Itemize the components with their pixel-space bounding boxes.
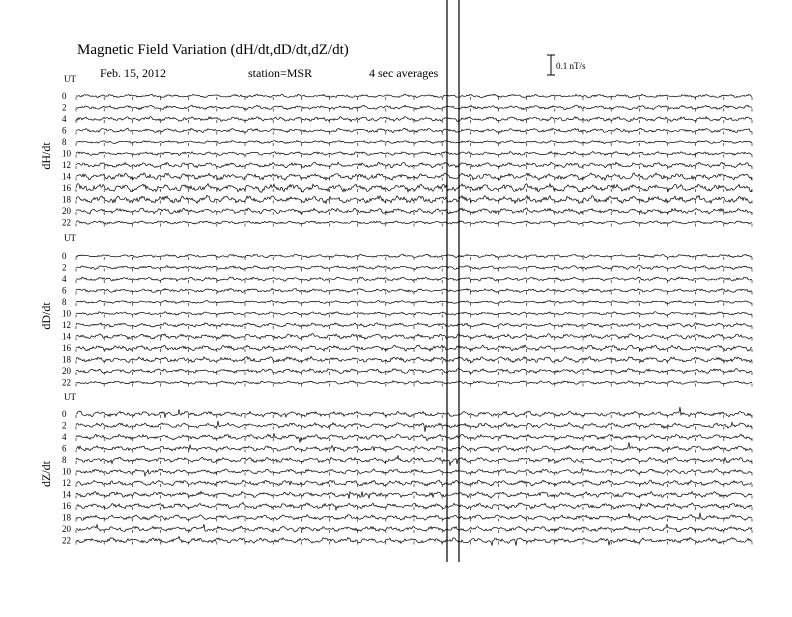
hour-row-label: 14 (62, 171, 71, 182)
hour-row-label: 6 (62, 443, 67, 454)
hour-row-label: 10 (62, 308, 71, 319)
hour-row-label: 4 (62, 274, 67, 284)
panel-dddt (39, 233, 752, 388)
trace-line-2ut (76, 266, 752, 270)
row-ticks (76, 315, 752, 318)
hour-row-label: 10 (62, 148, 71, 159)
hour-row-label: 16 (62, 183, 71, 193)
hour-row-label: 18 (62, 194, 71, 205)
hour-row-label: 0 (62, 409, 67, 419)
row-ticks (76, 303, 752, 306)
hour-row-label: 0 (62, 91, 67, 101)
trace-line-0ut (76, 254, 752, 258)
row-ticks (76, 427, 752, 430)
hour-row-label: 18 (62, 354, 71, 365)
row-ticks (76, 189, 752, 192)
row-ticks (76, 109, 752, 112)
hour-row-label: 2 (62, 102, 67, 113)
ut-axis-label: UT (64, 74, 76, 84)
trace-line-2ut (76, 421, 752, 432)
row-ticks (76, 473, 752, 476)
hour-row-label: 8 (62, 455, 67, 465)
row-ticks (76, 484, 752, 487)
ut-axis-label: UT (64, 392, 76, 402)
row-ticks (76, 450, 752, 453)
trace-line-8ut (76, 141, 752, 144)
row-ticks (76, 155, 752, 158)
hour-row-label: 12 (62, 320, 71, 330)
hour-row-label: 16 (62, 343, 71, 353)
hour-row-label: 6 (62, 125, 67, 136)
panel-dhdt (39, 74, 752, 228)
row-ticks (76, 166, 752, 169)
trace-line-4ut (76, 433, 752, 442)
row-ticks (76, 224, 752, 227)
row-ticks (76, 461, 752, 464)
hour-row-label: 2 (62, 420, 67, 431)
hour-row-label: 10 (62, 466, 71, 477)
hour-row-label: 22 (62, 535, 71, 546)
trace-line-8ut (76, 456, 752, 466)
row-ticks (76, 97, 752, 100)
row-ticks (76, 507, 752, 510)
hour-row-label: 14 (62, 331, 71, 342)
hour-row-label: 22 (62, 377, 71, 388)
trace-line-6ut (76, 288, 752, 292)
hour-row-label: 8 (62, 297, 67, 307)
row-ticks (76, 530, 752, 533)
row-ticks (76, 542, 752, 545)
row-ticks (76, 143, 752, 146)
hour-row-label: 4 (62, 432, 67, 442)
chart-title: Magnetic Field Variation (dH/dt,dD/dt,dZ/dt) (77, 42, 349, 58)
hour-row-label: 4 (62, 114, 67, 124)
scale-bar-label: 0.1 nT/s (556, 61, 586, 71)
panel-dzdt (39, 392, 752, 546)
hour-row-label: 20 (62, 206, 71, 216)
hour-row-label: 8 (62, 137, 67, 147)
hour-row-label: 16 (62, 501, 71, 511)
row-ticks (76, 438, 752, 441)
y-axis-label: dD/dt (39, 302, 53, 330)
date-label: Feb. 15, 2012 (100, 66, 166, 80)
ut-axis-label: UT (64, 233, 76, 243)
hour-row-label: 0 (62, 251, 67, 261)
station-label: station=MSR (248, 66, 313, 80)
scale-bar (547, 55, 586, 75)
hour-row-label: 22 (62, 217, 71, 228)
row-ticks (76, 384, 752, 387)
hour-row-label: 18 (62, 512, 71, 523)
row-ticks (76, 519, 752, 522)
hour-row-label: 20 (62, 524, 71, 534)
row-ticks (76, 372, 752, 375)
row-ticks (76, 415, 752, 418)
hour-row-label: 12 (62, 160, 71, 170)
hour-row-label: 12 (62, 478, 71, 488)
hour-row-label: 6 (62, 285, 67, 296)
trace-line-8ut (76, 300, 752, 303)
trace-line-14ut (76, 334, 752, 340)
row-ticks (76, 326, 752, 329)
hour-row-label: 20 (62, 366, 71, 376)
hour-row-label: 14 (62, 489, 71, 500)
y-axis-label: dZ/dt (39, 461, 53, 487)
y-axis-label: dH/dt (39, 142, 53, 170)
row-ticks (76, 212, 752, 215)
averaging-label: 4 sec averages (369, 66, 439, 80)
hour-row-label: 2 (62, 262, 67, 273)
row-ticks (76, 496, 752, 499)
